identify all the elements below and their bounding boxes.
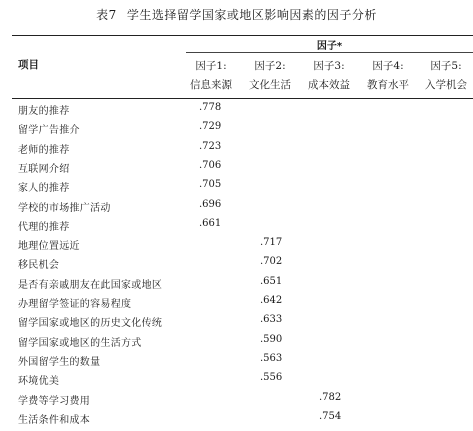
- row-label: 留学广告推介: [18, 125, 80, 137]
- factor-header-number: 因子1:: [195, 60, 227, 72]
- row-label: 外国留学生的数量: [18, 356, 101, 368]
- row-label: 生活条件和成本: [18, 414, 91, 426]
- factor-loading-value: .706: [199, 159, 222, 171]
- factor-header-1: [186, 57, 236, 95]
- table-row: [0, 350, 473, 370]
- table-caption: [0, 6, 473, 23]
- factor-loading-value: .717: [260, 237, 283, 249]
- table-number: 表7: [96, 8, 117, 22]
- factor-loading-value: .661: [199, 217, 222, 229]
- row-label: 留学国家或地区的历史文化传统: [18, 318, 163, 330]
- row-label: 老师的推荐: [18, 144, 70, 156]
- table-row: [0, 99, 473, 119]
- top-rule: [12, 35, 473, 36]
- table-row: [0, 196, 473, 216]
- row-label: 是否有亲戚朋友在此国家或地区: [18, 279, 163, 291]
- factor-header-name: 信息来源: [190, 79, 232, 91]
- factor-header-4: [363, 57, 413, 95]
- table-row: [0, 311, 473, 331]
- table-row: [0, 138, 473, 158]
- row-label: 地理位置远近: [18, 241, 80, 253]
- factor-loading-value: .696: [199, 198, 222, 210]
- table-row: [0, 215, 473, 235]
- table-row: [0, 331, 473, 351]
- factor-header-name: 入学机会: [425, 79, 467, 91]
- row-label: 办理留学签证的容易程度: [18, 299, 132, 310]
- factor-loading-value: .702: [260, 256, 283, 268]
- factor-loading-value: .778: [199, 102, 222, 113]
- factor-loading-value: .651: [260, 275, 283, 287]
- factor-header-3: [304, 57, 354, 95]
- item-column-header: 项目: [18, 59, 39, 71]
- row-label: 学校的市场推广活动: [18, 202, 111, 214]
- factor-loading-value: .782: [319, 391, 342, 403]
- table-row: [0, 176, 473, 196]
- row-label: 移民机会: [18, 260, 60, 272]
- factor-header-number: 因子5:: [430, 60, 462, 72]
- factor-loading-value: .754: [319, 410, 342, 422]
- row-label: 留学国家或地区的生活方式: [18, 337, 142, 349]
- table-row: [0, 369, 473, 389]
- table-row: [0, 253, 473, 273]
- row-label: 互联网介绍: [18, 163, 70, 175]
- factor-header-name: 成本效益: [308, 79, 350, 91]
- table-row: [0, 389, 473, 409]
- row-label: 学费等学习费用: [18, 395, 91, 407]
- factor-loading-value: .705: [199, 179, 222, 191]
- factor-loading-value: .556: [260, 372, 283, 384]
- factor-loading-value: .642: [260, 295, 283, 306]
- factor-loading-value: .723: [199, 140, 222, 152]
- factor-header-2: [245, 57, 295, 95]
- row-label: 朋友的推荐: [18, 106, 70, 117]
- factor-header-number: 因子3:: [313, 60, 345, 72]
- factor-span-header: 因子*: [316, 41, 343, 52]
- row-label: 家人的推荐: [18, 183, 70, 195]
- table-title: 学生选择留学国家或地区影响因素的因子分析: [126, 8, 377, 22]
- table-row: [0, 157, 473, 177]
- factor-loading-value: .729: [199, 121, 222, 133]
- factor-header-number: 因子2:: [254, 60, 286, 72]
- table-row: [0, 118, 473, 138]
- factor-loading-value: .563: [260, 352, 283, 364]
- row-label: 代理的推荐: [18, 221, 70, 233]
- table-row: [0, 292, 473, 312]
- factor-span-rule: [186, 52, 473, 53]
- table-row: [0, 234, 473, 254]
- factor-loading-value: .590: [260, 333, 283, 345]
- table-row: [0, 408, 473, 428]
- factor-header-number: 因子4:: [372, 60, 404, 72]
- factor-header-name: 教育水平: [367, 79, 409, 91]
- factor-header-5: [419, 57, 473, 95]
- factor-header-name: 文化生活: [249, 79, 291, 91]
- table-row: [0, 273, 473, 293]
- row-label: 环境优美: [18, 376, 60, 388]
- factor-loading-value: .633: [260, 314, 283, 326]
